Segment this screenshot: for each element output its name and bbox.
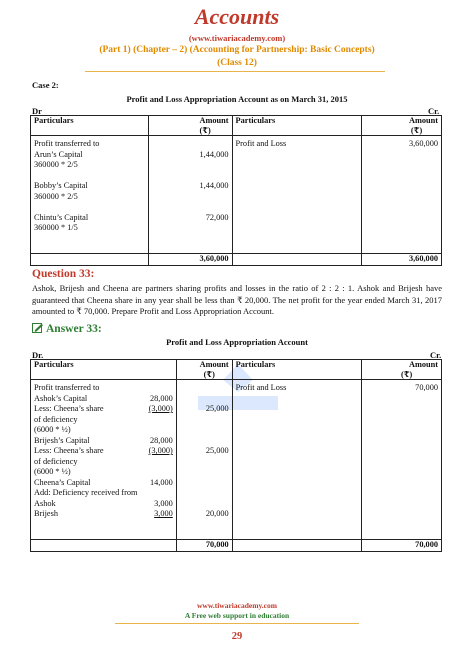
debit-line: (6000 * ½) — [34, 467, 71, 476]
chapter-subtitle: (Part 1) (Chapter – 2) (Accounting for Partnership: Basic Concepts) — [99, 45, 375, 55]
total-row — [31, 540, 442, 552]
debit-amount — [152, 171, 229, 182]
debit-line: of deficiency — [34, 456, 78, 466]
debit-line: 360000 * 2/5 — [34, 160, 78, 169]
debit-line — [34, 202, 145, 213]
debit-amount: 20,000 — [205, 509, 229, 518]
debit-line: Brijesh 3,000 — [34, 509, 173, 518]
debit-amount: 25,000 — [205, 404, 229, 413]
answer-dr-label: Dr. — [32, 350, 44, 360]
table-row — [31, 380, 442, 540]
debit-line: Bobby’s Capital — [34, 181, 88, 190]
total-debit: 3,60,000 — [148, 254, 232, 266]
credit-particulars-cell: Profit and Loss — [232, 136, 362, 254]
debit-line: Chintu’s Capital — [34, 212, 89, 222]
answer-heading: Answer 33: — [32, 323, 102, 335]
debit-line — [34, 171, 145, 182]
sub-amount: (3,000) — [148, 404, 173, 413]
debit-amount — [152, 202, 229, 213]
page-number: 29 — [231, 631, 243, 642]
debit-particulars-cell — [31, 380, 177, 540]
header-particulars: Particulars — [232, 116, 362, 136]
sub-amount: 3,000 — [154, 498, 173, 508]
debit-line: Less: Cheena’s share (3,000) — [34, 404, 173, 413]
case-label: Case 2: — [32, 80, 59, 90]
debit-line: 360000 * 1/5 — [34, 223, 78, 232]
debit-amount — [180, 425, 229, 436]
debit-line: Brijesh’s Capital 28,000 — [34, 435, 173, 445]
total-credit: 3,60,000 — [362, 254, 442, 266]
debit-amount — [180, 488, 229, 499]
header-amount: Amount (₹) — [148, 116, 232, 136]
debit-amount — [180, 415, 229, 426]
debit-amount — [152, 223, 229, 234]
debit-amount — [152, 139, 229, 150]
debit-line: (6000 * ½) — [34, 425, 71, 434]
answer-account-table — [30, 359, 442, 552]
debit-amount — [180, 383, 229, 394]
sub-amount: 3,000 — [154, 509, 173, 518]
debit-amount — [152, 192, 229, 203]
debit-amount — [180, 467, 229, 478]
answer-account-title: Profit and Loss Appropriation Account — [166, 337, 308, 347]
footer-tagline: A Free web support in education — [184, 611, 290, 620]
footer-divider — [115, 623, 359, 624]
case2-dr-label: Dr — [32, 106, 42, 116]
site-url[interactable]: (www.tiwariacademy.com) — [188, 33, 286, 43]
debit-line: Add: Deficiency received from — [34, 488, 138, 497]
debit-line: 360000 * 2/5 — [34, 191, 78, 201]
debit-amount: 1,44,000 — [199, 149, 229, 159]
header-amount: Amount (₹) — [362, 360, 442, 380]
question-text: Ashok, Brijesh and Cheena are partners sharing profits and losses in the ratio of 2 : 2 : 1. Ashok and Brijesh have guaranteed that Cheena share in any year shall be less than ₹ 20,000. The net profit for the year ended March 31, 2017 amounted to ₹ 70,000. Prepare Profit and Loss Appropriation Account. — [32, 283, 442, 316]
credit-amount-cell: 3,60,000 — [362, 136, 442, 254]
table-row — [31, 136, 442, 254]
debit-amount-cell — [176, 380, 232, 540]
header-divider — [85, 71, 385, 72]
debit-line: of deficiency — [34, 414, 78, 424]
debit-line: Less: Cheena’s share (3,000) — [34, 446, 173, 455]
case2-account-table — [30, 115, 442, 266]
total-row — [31, 254, 442, 266]
debit-line: Ashok’s Capital 28,000 — [34, 393, 173, 403]
debit-amount — [180, 499, 229, 510]
case2-account-title: Profit and Loss Appropriation Account as on March 31, 2015 — [126, 94, 348, 104]
debit-line: Profit transferred to — [34, 139, 100, 148]
table-header-row — [31, 116, 442, 136]
table-header-row — [31, 360, 442, 380]
debit-line: Arun’s Capital — [34, 149, 83, 159]
answer-cr-label: Cr. — [430, 350, 442, 360]
debit-amount-cell — [148, 136, 232, 254]
credit-particulars-cell: Profit and Loss — [232, 380, 362, 540]
total-debit: 70,000 — [176, 540, 232, 552]
debit-amount — [180, 436, 229, 447]
header-particulars: Particulars — [31, 360, 177, 380]
header-amount: Amount (₹) — [176, 360, 232, 380]
debit-amount — [180, 394, 229, 405]
total-credit: 70,000 — [362, 540, 442, 552]
case2-cr-label: Cr. — [428, 106, 440, 116]
debit-amount: 1,44,000 — [199, 181, 229, 190]
debit-amount: 72,000 — [205, 212, 229, 222]
pencil-icon — [32, 323, 44, 333]
class-label: (Class 12) — [217, 58, 257, 68]
sub-amount: 14,000 — [149, 477, 173, 487]
debit-line: Ashok 3,000 — [34, 498, 173, 508]
credit-amount-cell: 70,000 — [362, 380, 442, 540]
debit-amount: 25,000 — [205, 446, 229, 455]
page-title: Accounts — [194, 4, 280, 29]
debit-line: Cheena’s Capital 14,000 — [34, 477, 173, 487]
footer-site[interactable]: www.tiwariacademy.com — [197, 601, 277, 610]
debit-amount — [180, 478, 229, 489]
sub-amount: 28,000 — [149, 393, 173, 403]
question-heading: Question 33: — [32, 268, 95, 280]
header-particulars: Particulars — [31, 116, 149, 136]
sub-amount: (3,000) — [148, 446, 173, 455]
debit-line: Profit transferred to — [34, 383, 100, 392]
debit-particulars-cell — [31, 136, 149, 254]
debit-amount — [180, 457, 229, 468]
header-amount: Amount (₹) — [362, 116, 442, 136]
header-particulars: Particulars — [232, 360, 362, 380]
debit-amount — [152, 160, 229, 171]
sub-amount: 28,000 — [149, 435, 173, 445]
